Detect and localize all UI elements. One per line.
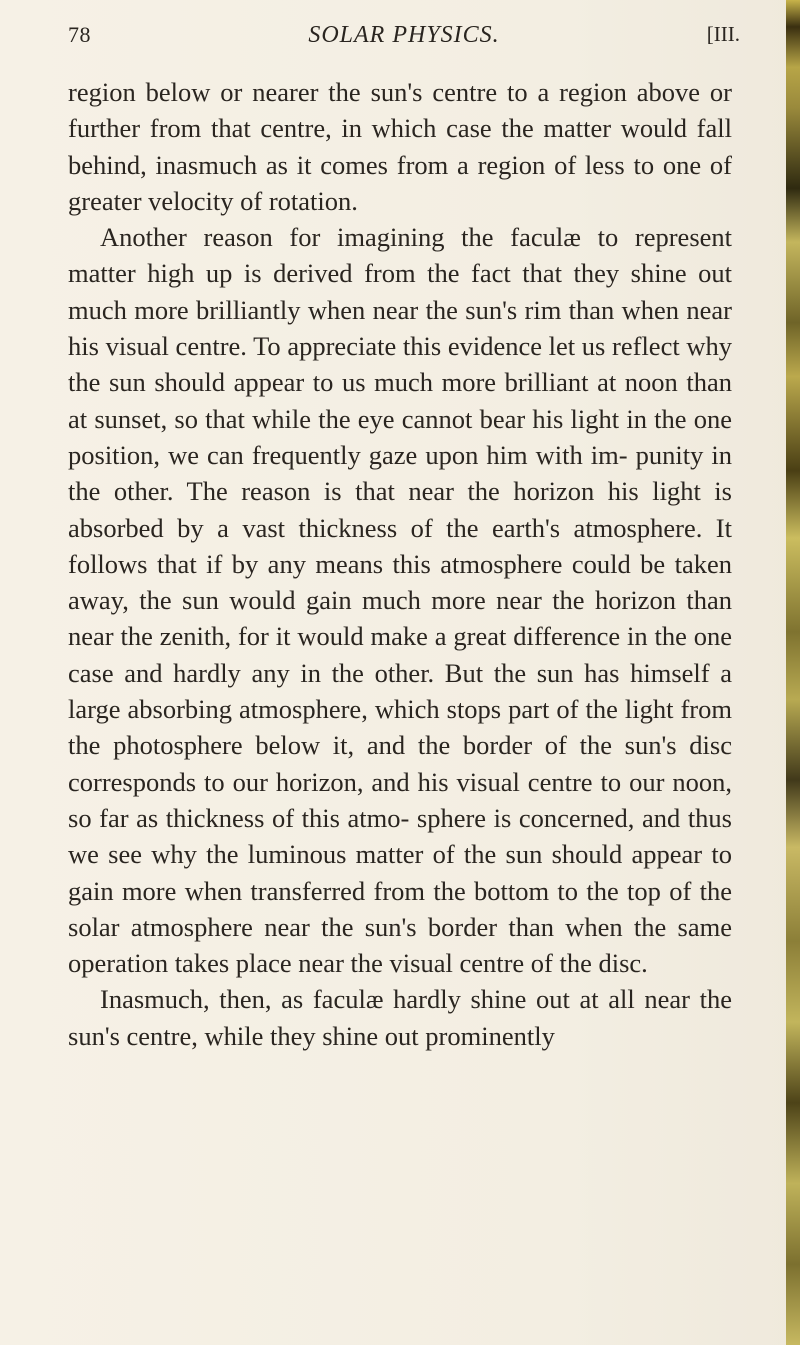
body-text xyxy=(68,74,732,1054)
page-header xyxy=(68,22,740,58)
paragraph-continued: region below or nearer the sun's centre to a region above or further from that centre, in which case the matter would fall behind, inasmuch as it comes from a region of less to one of greater velocity of rotation. xyxy=(68,77,732,216)
page-number: 78 xyxy=(68,22,91,47)
paragraph-faculae-reason: Another reason for imagining the faculæ to represent matter high up is derived from the fact that they shine out much more brilliantly when near the sun's rim than when near his visual centre. To appreciate this evidence let us reflect why the sun should appear to us much more brilliant at noon than at sunset, so that while the eye cannot bear his light in the one position, we can frequently gaze upon him with im- punity in the other. The reason is that near the horizon his light is absorbed by a vast thickness of the earth's atmosphere. It follows that if by any means this atmosphere could be taken away, the sun would gain much more near the horizon than near the zenith, for it would make a great difference in the one case and hardly any in the other. But the sun has himself a large absorbing atmosphere, which stops part of the light from the photosphere below it, and the border of the sun's disc corresponds to our horizon, and his visual centre to our noon, so far as thickness of this atmo- sphere is concerned, and thus we see why the luminous matter of the sun should appear to gain more when transferred from the bottom to the top of the solar atmosphere near the sun's border than when the same operation takes place near the visual centre of the disc. xyxy=(68,222,732,979)
running-title: SOLAR PHYSICS. xyxy=(308,22,500,48)
paragraph-faculae-conclusion: Inasmuch, then, as faculæ hardly shine out at all near the sun's centre, while they shine out prominently xyxy=(68,984,732,1051)
page-edge-strip xyxy=(786,0,800,1345)
chapter-mark: [III. xyxy=(706,22,740,46)
